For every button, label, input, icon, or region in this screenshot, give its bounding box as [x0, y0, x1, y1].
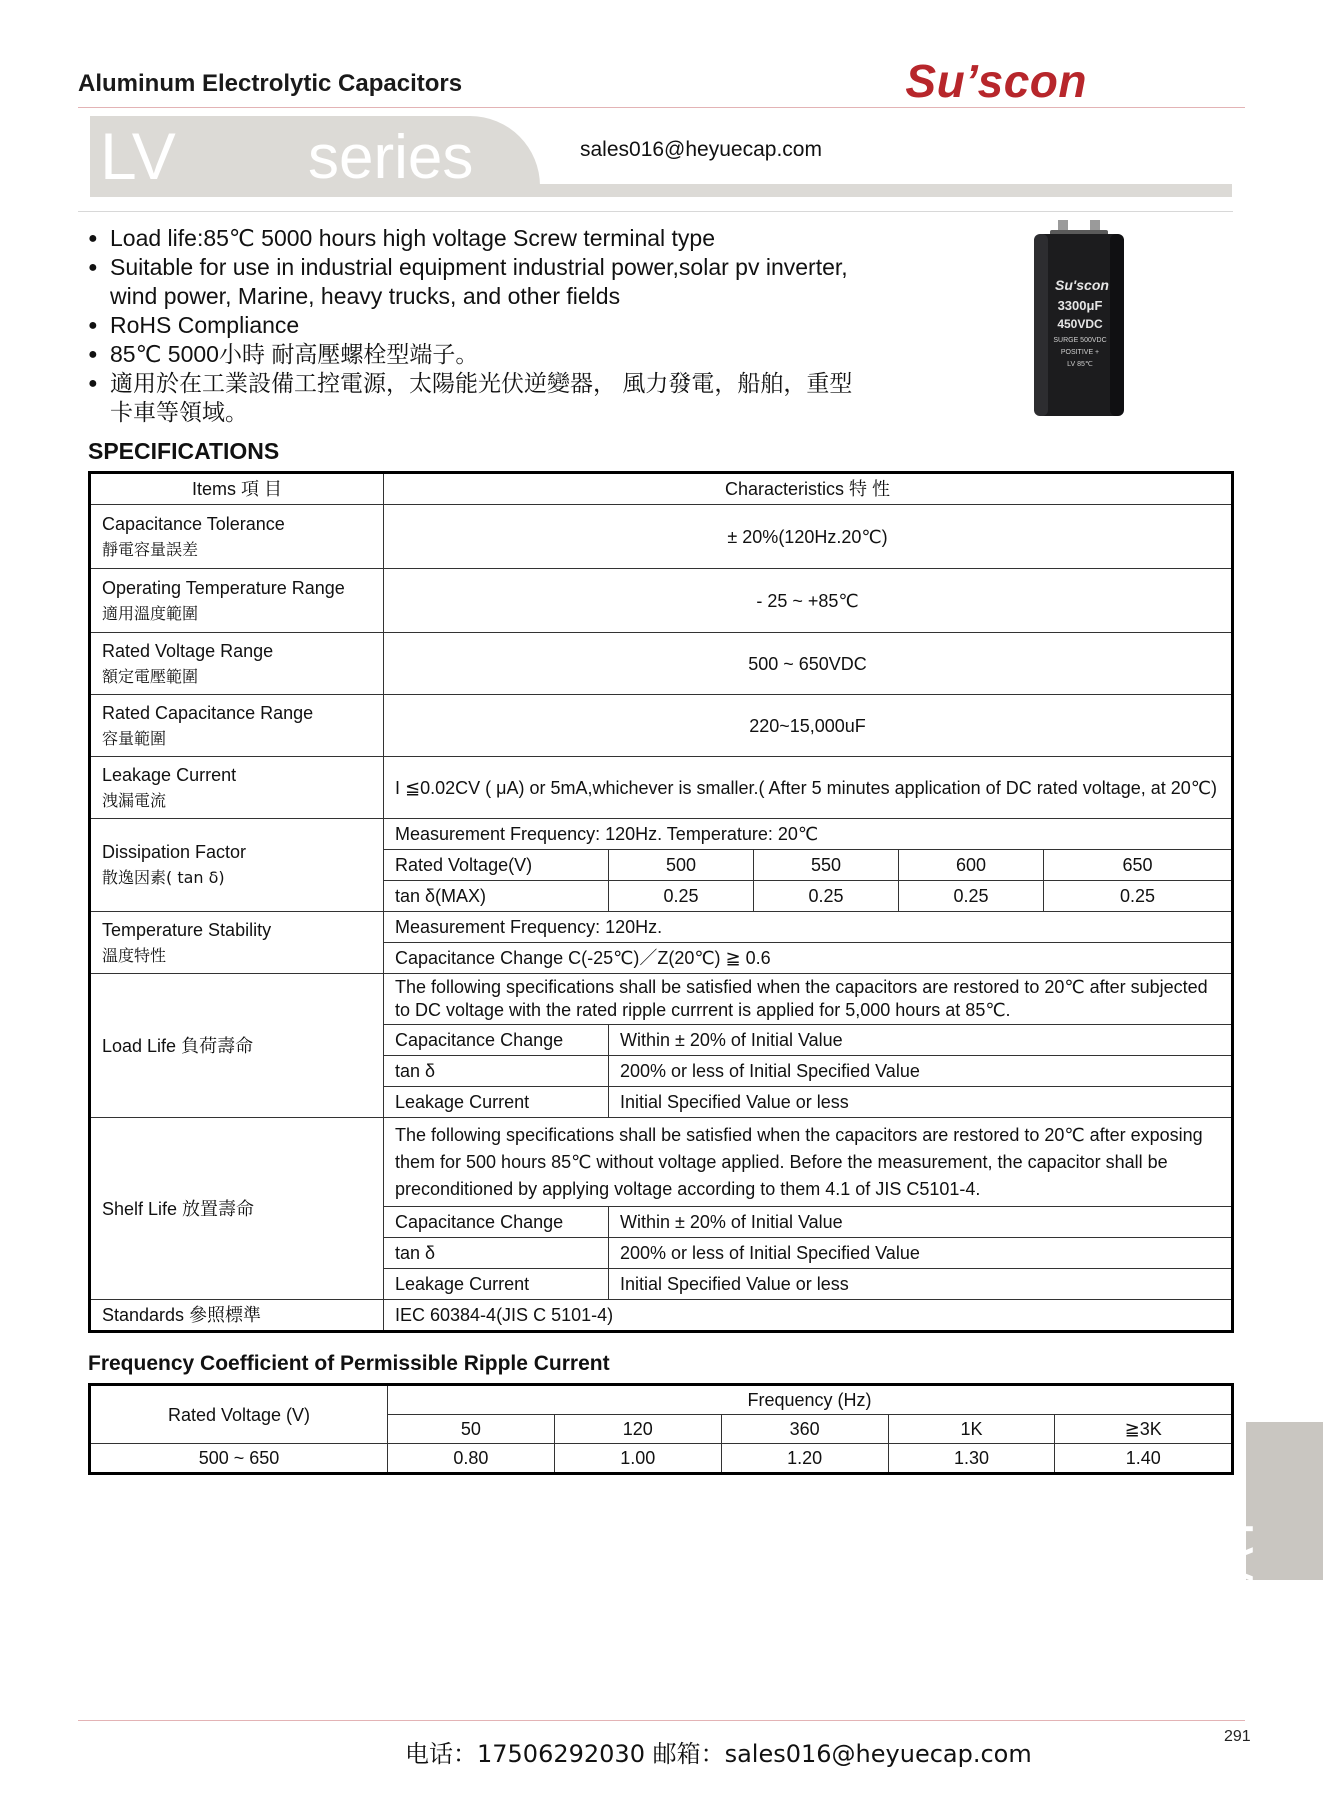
feature-item: ● RoHS Compliance — [88, 311, 868, 340]
table-row — [90, 1118, 1233, 1207]
item-cell: Capacitance Tolerance 靜電容量誤差 — [90, 505, 384, 569]
ripple-heading: Frequency Coefficient of Permissible Ripple Current — [88, 1352, 610, 1375]
sub-value: Within ± 20% of Initial Value — [609, 1207, 1233, 1238]
sub-value: 200% or less of Initial Specified Value — [609, 1056, 1233, 1087]
value-cell: - 25 ~ +85℃ — [384, 569, 1233, 633]
frequency-header: Frequency (Hz) — [388, 1385, 1233, 1415]
capacitor-capacitance: 3300μF — [1057, 298, 1103, 313]
tan-cell: 0.25 — [754, 881, 899, 912]
feature-item: ● 85℃ 5000小時 耐高壓螺栓型端子。 — [88, 340, 868, 369]
footer-contact: 电话：17506292030 邮箱：sales016@heyuecap.com — [405, 1740, 1032, 1768]
capacitor-series: LV 85℃ — [1067, 361, 1093, 368]
capacitor-voltage: 450VDC — [1057, 317, 1103, 331]
band-divider — [78, 211, 1233, 212]
table-row — [90, 912, 1233, 943]
sub-label: Capacitance Change — [384, 1207, 609, 1238]
characteristics-header: Characteristics 特 性 — [384, 473, 1233, 505]
item-cell: Temperature Stability 溫度特性 — [90, 912, 384, 974]
value-cell: ± 20%(120Hz.20℃) — [384, 505, 1233, 569]
table-row — [90, 757, 1233, 819]
voltage-cell: 550 — [754, 850, 899, 881]
sub-label: Leakage Current — [384, 1269, 609, 1300]
document-title: Aluminum Electrolytic Capacitors — [78, 70, 463, 97]
table-row — [90, 633, 1233, 695]
contact-email: sales016@heyuecap.com — [580, 138, 822, 161]
coefficient-cell: 0.80 — [388, 1444, 555, 1474]
frequency-cell: ≧3K — [1055, 1415, 1233, 1444]
side-tab-label: LV — [1205, 1522, 1263, 1582]
capacitor-surge: SURGE 500VDC — [1053, 337, 1107, 344]
sub-label: Capacitance Change — [384, 1025, 609, 1056]
item-cell: Leakage Current 洩漏電流 — [90, 757, 384, 819]
header-divider — [78, 107, 1245, 108]
frequency-cell: 1K — [888, 1415, 1055, 1444]
sub-value: 200% or less of Initial Specified Value — [609, 1238, 1233, 1269]
table-row — [90, 569, 1233, 633]
table-row — [90, 1300, 1233, 1332]
voltage-cell: 650 — [1044, 850, 1233, 881]
table-row — [90, 695, 1233, 757]
coefficient-cell: 1.40 — [1055, 1444, 1233, 1474]
feature-item: ● Suitable for use in industrial equipment industrial power,solar pv inverter, wind power, Marine, heavy trucks, and other fields — [88, 253, 868, 311]
feature-list — [88, 224, 868, 427]
sub-value: Initial Specified Value or less — [609, 1087, 1233, 1118]
value-cell: IEC 60384-4(JIS C 5101-4) — [384, 1300, 1233, 1332]
sub-label: Leakage Current — [384, 1087, 609, 1118]
voltage-cell: 500 — [609, 850, 754, 881]
item-cell: Load Life 負荷壽命 — [90, 974, 384, 1118]
table-header-row — [90, 1385, 1233, 1415]
item-cell: Shelf Life 放置壽命 — [90, 1118, 384, 1300]
tan-cell: 0.25 — [899, 881, 1044, 912]
frequency-cell: 50 — [388, 1415, 555, 1444]
frequency-cell: 360 — [721, 1415, 888, 1444]
tan-cell: 0.25 — [1044, 881, 1233, 912]
rated-voltage-header: Rated Voltage (V) — [90, 1385, 388, 1444]
value-cell: The following specifications shall be satisfied when the capacitors are restored to 20℃ after subjected to DC voltage with the rated ripple currrent is applied for 5,000 hours at 85℃. — [384, 974, 1233, 1025]
table-row — [90, 974, 1233, 1025]
sub-label: tan δ — [384, 1238, 609, 1269]
item-cell: Dissipation Factor 散逸因素( tan δ) — [90, 819, 384, 912]
tan-delta-label: tan δ(MAX) — [384, 881, 609, 912]
value-cell: I ≦0.02CV ( μA) or 5mA,whichever is smaller.( After 5 minutes application of DC rated voltage, at 20℃) — [384, 757, 1233, 819]
brand-logo: Su’scon — [905, 55, 1087, 107]
capacitor-polarity: POSITIVE + — [1060, 349, 1100, 356]
coefficient-cell: 1.30 — [888, 1444, 1055, 1474]
feature-item: ● 適用於在工業設備工控電源，太陽能光伏逆變器， 風力發電，船舶，重型卡車等領域。 — [88, 369, 868, 427]
value-cell: 220~15,000uF — [384, 695, 1233, 757]
tan-cell: 0.25 — [609, 881, 754, 912]
table-header-row — [90, 473, 1233, 505]
items-header: Items 項 目 — [90, 473, 384, 505]
specifications-heading: SPECIFICATIONS — [88, 438, 280, 464]
value-cell: The following specifications shall be satisfied when the capacitors are restored to 20℃ after exposing them for 500 hours 85℃ without voltage applied. Before the measurement, the capacitor shall be preconditioned by applying voltage according to them 4.1 of JIS C5101-4. — [384, 1118, 1233, 1207]
table-row — [90, 819, 1233, 850]
capacitor-brand: Su'scon — [1055, 277, 1109, 293]
value-cell: Measurement Frequency: 120Hz. Temperature: 20℃ — [384, 819, 1233, 850]
table-row — [90, 505, 1233, 569]
item-cell: Standards 參照標準 — [90, 1300, 384, 1332]
series-word: series — [308, 123, 474, 192]
item-cell: Rated Capacitance Range 容量範圍 — [90, 695, 384, 757]
value-cell: Capacitance Change C(-25℃)／Z(20℃) ≧ 0.6 — [384, 943, 1233, 974]
item-cell: Operating Temperature Range 適用溫度範圍 — [90, 569, 384, 633]
coefficient-cell: 1.20 — [721, 1444, 888, 1474]
sub-value: Within ± 20% of Initial Value — [609, 1025, 1233, 1056]
sub-label: tan δ — [384, 1056, 609, 1087]
footer-divider — [78, 1720, 1245, 1721]
rated-voltage-label: Rated Voltage(V) — [384, 850, 609, 881]
value-cell: Measurement Frequency: 120Hz. — [384, 912, 1233, 943]
ripple-table — [88, 1383, 1234, 1475]
capacitor-image — [1030, 218, 1128, 418]
voltage-cell: 500 ~ 650 — [90, 1444, 388, 1474]
series-side-tab — [1205, 1422, 1323, 1582]
item-cell: Rated Voltage Range 額定電壓範圍 — [90, 633, 384, 695]
feature-item: ● Load life:85℃ 5000 hours high voltage Screw terminal type — [88, 224, 868, 253]
specifications-table — [88, 471, 1234, 1333]
frequency-cell: 120 — [554, 1415, 721, 1444]
coefficient-cell: 1.00 — [554, 1444, 721, 1474]
page-number: 291 — [1224, 1728, 1251, 1745]
table-row — [90, 1444, 1233, 1474]
value-cell: 500 ~ 650VDC — [384, 633, 1233, 695]
voltage-cell: 600 — [899, 850, 1044, 881]
series-code: LV — [100, 119, 176, 193]
sub-value: Initial Specified Value or less — [609, 1269, 1233, 1300]
